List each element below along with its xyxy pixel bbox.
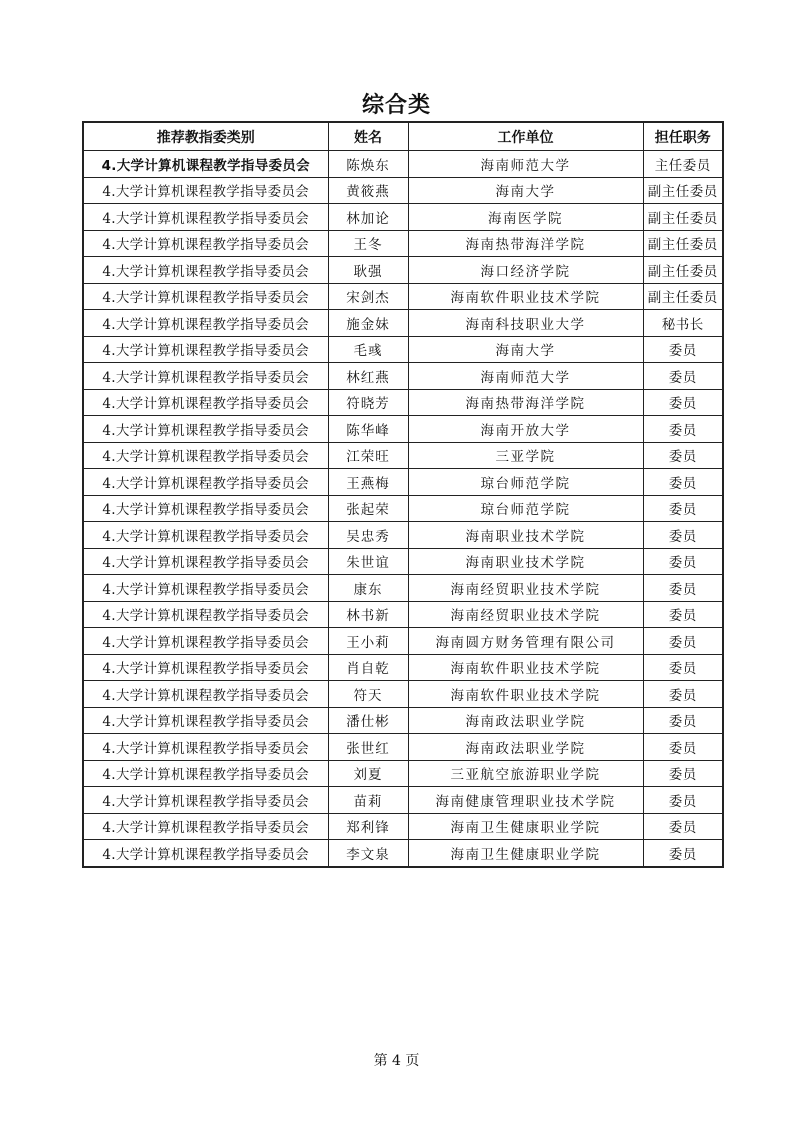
cell-role: 委员	[643, 601, 723, 628]
cell-unit: 琼台师范学院	[408, 495, 643, 522]
cell-name: 潘仕彬	[328, 707, 408, 734]
cell-category: 4.大学计算机课程教学指导委员会	[83, 681, 328, 708]
cell-unit: 海南政法职业学院	[408, 734, 643, 761]
committee-table	[82, 121, 724, 868]
cell-role: 委员	[643, 787, 723, 814]
cell-name: 陈焕东	[328, 151, 408, 178]
table-row	[83, 310, 723, 337]
cell-unit: 海南师范大学	[408, 363, 643, 390]
cell-role: 委员	[643, 654, 723, 681]
cell-unit: 海南开放大学	[408, 416, 643, 443]
cell-category: 4.大学计算机课程教学指导委员会	[83, 840, 328, 867]
cell-name: 肖自乾	[328, 654, 408, 681]
cell-category: 4.大学计算机课程教学指导委员会	[83, 495, 328, 522]
cell-role: 委员	[643, 813, 723, 840]
cell-unit: 琼台师范学院	[408, 469, 643, 496]
cell-name: 耿强	[328, 257, 408, 284]
cell-category: 4.大学计算机课程教学指导委员会	[83, 628, 328, 655]
header-name: 姓名	[328, 122, 408, 151]
table-row	[83, 575, 723, 602]
cell-unit: 海南经贸职业技术学院	[408, 601, 643, 628]
cell-category: 4.大学计算机课程教学指导委员会	[83, 760, 328, 787]
cell-role: 委员	[643, 760, 723, 787]
cell-role: 副主任委员	[643, 257, 723, 284]
cell-name: 江荣旺	[328, 442, 408, 469]
cell-name: 王燕梅	[328, 469, 408, 496]
cell-category: 4.大学计算机课程教学指导委员会	[83, 310, 328, 337]
cell-category: 4.大学计算机课程教学指导委员会	[83, 734, 328, 761]
cell-category: 4.大学计算机课程教学指导委员会	[83, 389, 328, 416]
table-row	[83, 283, 723, 310]
cell-category: 4.大学计算机课程教学指导委员会	[83, 177, 328, 204]
cell-name: 李文泉	[328, 840, 408, 867]
cell-role: 委员	[643, 681, 723, 708]
cell-category: 4.大学计算机课程教学指导委员会	[83, 601, 328, 628]
table-row	[83, 707, 723, 734]
cell-category: 4.大学计算机课程教学指导委员会	[83, 813, 328, 840]
cell-name: 黄筱燕	[328, 177, 408, 204]
cell-role: 副主任委员	[643, 177, 723, 204]
cell-unit: 三亚航空旅游职业学院	[408, 760, 643, 787]
cell-role: 主任委员	[643, 151, 723, 178]
table-row	[83, 177, 723, 204]
cell-unit: 海南医学院	[408, 204, 643, 231]
cell-unit: 海南软件职业技术学院	[408, 654, 643, 681]
table-row	[83, 257, 723, 284]
table-row	[83, 601, 723, 628]
cell-role: 委员	[643, 734, 723, 761]
cell-unit: 海南热带海洋学院	[408, 389, 643, 416]
cell-category: 4.大学计算机课程教学指导委员会	[83, 151, 328, 178]
cell-role: 委员	[643, 389, 723, 416]
table-row	[83, 469, 723, 496]
table-row	[83, 760, 723, 787]
table-row	[83, 336, 723, 363]
cell-name: 朱世谊	[328, 548, 408, 575]
cell-unit: 海南卫生健康职业学院	[408, 840, 643, 867]
table-row	[83, 151, 723, 178]
cell-name: 郑利锋	[328, 813, 408, 840]
table-row	[83, 389, 723, 416]
cell-name: 宋剑杰	[328, 283, 408, 310]
header-category: 推荐教指委类别	[83, 122, 328, 151]
cell-unit: 海南科技职业大学	[408, 310, 643, 337]
table-row	[83, 840, 723, 867]
cell-unit: 海南职业技术学院	[408, 548, 643, 575]
table-row	[83, 813, 723, 840]
table-row	[83, 363, 723, 390]
table-row	[83, 230, 723, 257]
cell-name: 林书新	[328, 601, 408, 628]
cell-role: 秘书长	[643, 310, 723, 337]
cell-unit: 海南经贸职业技术学院	[408, 575, 643, 602]
cell-unit: 海南圆方财务管理有限公司	[408, 628, 643, 655]
cell-unit: 海南健康管理职业技术学院	[408, 787, 643, 814]
cell-category: 4.大学计算机课程教学指导委员会	[83, 469, 328, 496]
cell-category: 4.大学计算机课程教学指导委员会	[83, 336, 328, 363]
cell-name: 林加论	[328, 204, 408, 231]
cell-category: 4.大学计算机课程教学指导委员会	[83, 416, 328, 443]
cell-name: 施金妹	[328, 310, 408, 337]
cell-category: 4.大学计算机课程教学指导委员会	[83, 257, 328, 284]
cell-name: 陈华峰	[328, 416, 408, 443]
cell-name: 张起荣	[328, 495, 408, 522]
cell-role: 委员	[643, 707, 723, 734]
cell-name: 苗莉	[328, 787, 408, 814]
cell-unit: 海南软件职业技术学院	[408, 681, 643, 708]
cell-name: 康东	[328, 575, 408, 602]
cell-role: 委员	[643, 548, 723, 575]
cell-category: 4.大学计算机课程教学指导委员会	[83, 230, 328, 257]
cell-category: 4.大学计算机课程教学指导委员会	[83, 787, 328, 814]
table-row	[83, 628, 723, 655]
cell-role: 委员	[643, 575, 723, 602]
cell-name: 毛彧	[328, 336, 408, 363]
table-row	[83, 787, 723, 814]
cell-role: 副主任委员	[643, 283, 723, 310]
cell-category: 4.大学计算机课程教学指导委员会	[83, 548, 328, 575]
cell-category: 4.大学计算机课程教学指导委员会	[83, 522, 328, 549]
cell-unit: 海南大学	[408, 336, 643, 363]
cell-unit: 海南政法职业学院	[408, 707, 643, 734]
table-header-row	[83, 122, 723, 151]
cell-role: 委员	[643, 522, 723, 549]
cell-name: 符天	[328, 681, 408, 708]
cell-role: 委员	[643, 336, 723, 363]
cell-category: 4.大学计算机课程教学指导委员会	[83, 654, 328, 681]
cell-category: 4.大学计算机课程教学指导委员会	[83, 204, 328, 231]
page-title: 综合类	[361, 93, 431, 118]
cell-name: 吴忠秀	[328, 522, 408, 549]
cell-category: 4.大学计算机课程教学指导委员会	[83, 442, 328, 469]
table-row	[83, 495, 723, 522]
cell-name: 张世红	[328, 734, 408, 761]
table-row	[83, 442, 723, 469]
header-role: 担任职务	[643, 122, 723, 151]
cell-role: 委员	[643, 416, 723, 443]
table-row	[83, 522, 723, 549]
table-row	[83, 681, 723, 708]
cell-unit: 海南热带海洋学院	[408, 230, 643, 257]
cell-name: 刘夏	[328, 760, 408, 787]
table-row	[83, 654, 723, 681]
table-row	[83, 416, 723, 443]
cell-role: 委员	[643, 442, 723, 469]
cell-category: 4.大学计算机课程教学指导委员会	[83, 363, 328, 390]
cell-name: 符晓芳	[328, 389, 408, 416]
cell-unit: 海南师范大学	[408, 151, 643, 178]
cell-category: 4.大学计算机课程教学指导委员会	[83, 575, 328, 602]
cell-role: 委员	[643, 840, 723, 867]
cell-name: 林红燕	[328, 363, 408, 390]
cell-role: 委员	[643, 469, 723, 496]
cell-category: 4.大学计算机课程教学指导委员会	[83, 707, 328, 734]
cell-role: 副主任委员	[643, 204, 723, 231]
cell-unit: 三亚学院	[408, 442, 643, 469]
table-row	[83, 734, 723, 761]
cell-unit: 海口经济学院	[408, 257, 643, 284]
cell-unit: 海南大学	[408, 177, 643, 204]
cell-unit: 海南软件职业技术学院	[408, 283, 643, 310]
cell-role: 委员	[643, 363, 723, 390]
cell-category: 4.大学计算机课程教学指导委员会	[83, 283, 328, 310]
cell-name: 王冬	[328, 230, 408, 257]
cell-role: 副主任委员	[643, 230, 723, 257]
table-row	[83, 204, 723, 231]
header-unit: 工作单位	[408, 122, 643, 151]
table-row	[83, 548, 723, 575]
cell-unit: 海南职业技术学院	[408, 522, 643, 549]
cell-unit: 海南卫生健康职业学院	[408, 813, 643, 840]
cell-role: 委员	[643, 495, 723, 522]
cell-name: 王小莉	[328, 628, 408, 655]
page-number: 第 4 页	[373, 1053, 420, 1069]
cell-role: 委员	[643, 628, 723, 655]
